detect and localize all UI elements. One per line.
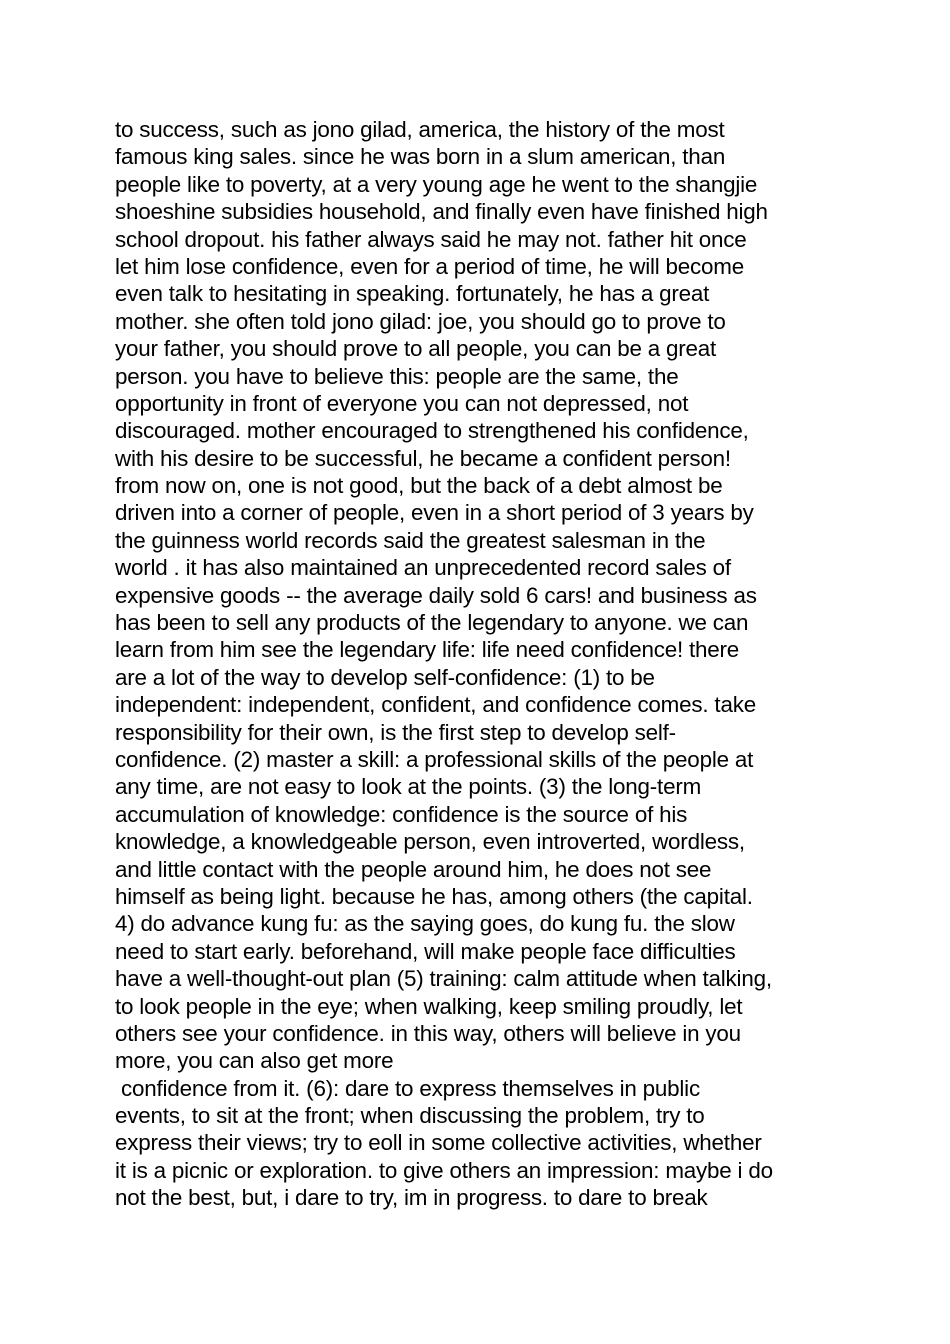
text-line-1: to success, such as jono gilad, america, the history of the most bbox=[115, 117, 725, 142]
text-line-19: has been to sell any products of the legendary to anyone. we can bbox=[115, 610, 749, 636]
text-line-34: others see your confidence. in this way, others will believe in you bbox=[115, 1020, 741, 1046]
text-line-30: 4) do advance kung fu: as the saying goes, do kung fu. the slow bbox=[115, 911, 735, 937]
text-line-25: any time, are not easy to look at the points. (3) the long-term bbox=[115, 774, 702, 800]
text-line-35: more, you can also get more bbox=[115, 1048, 394, 1074]
text-line-7: even talk to hesitating in speaking. fortunately, he has a great bbox=[115, 281, 710, 307]
text-line-10: person. you have to believe this: people are the same, the bbox=[115, 363, 679, 389]
text-line-5: school dropout. his father always said he may not. father hit once bbox=[115, 226, 747, 252]
text-line-26: accumulation of knowledge: confidence is the source of his bbox=[115, 801, 688, 827]
text-line-3: people like to poverty, at a very young age he went to the shangjie bbox=[115, 171, 758, 197]
text-line-33: to look people in the eye; when walking, keep smiling proudly, let bbox=[115, 993, 743, 1019]
text-line-20: learn from him see the legendary life: life need confidence! there bbox=[115, 637, 740, 663]
text-line-36: confidence from it. (6): dare to express themselves in public bbox=[115, 1075, 700, 1101]
text-line-40: not the best, but, i dare to try, im in progress. to dare to break bbox=[115, 1185, 708, 1211]
text-line-23: responsibility for their own, is the first step to develop self- bbox=[115, 719, 676, 745]
text-line-37: events, to sit at the front; when discussing the problem, try to bbox=[115, 1103, 705, 1129]
text-line-31: need to start early. beforehand, will make people face difficulties bbox=[115, 938, 736, 964]
text-line-16: the guinness world records said the greatest salesman in the bbox=[115, 527, 706, 553]
text-line-8: mother. she often told jono gilad: joe, you should go to prove to bbox=[115, 308, 726, 334]
text-line-15: driven into a corner of people, even in a short period of 3 years by bbox=[115, 500, 754, 526]
text-line-32: have a well-thought-out plan (5) training: calm attitude when talking, bbox=[115, 966, 772, 992]
text-line-13: with his desire to be successful, he became a confident person! bbox=[115, 445, 731, 471]
text-line-24: confidence. (2) master a skill: a professional skills of the people at bbox=[115, 746, 754, 772]
text-line-38: express their views; try to eoll in some collective activities, whether bbox=[115, 1130, 762, 1156]
text-line-28: and little contact with the people around him, he does not see bbox=[115, 856, 712, 882]
text-line-6: let him lose confidence, even for a period of time, he will become bbox=[115, 253, 745, 279]
text-line-12: discouraged. mother encouraged to strengthened his confidence, bbox=[115, 418, 749, 444]
text-line-17: world . it has also maintained an unprecedented record sales of bbox=[115, 555, 731, 581]
text-line-29: himself as being light. because he has, among others (the capital. bbox=[115, 883, 753, 909]
text-line-18: expensive goods -- the average daily sold 6 cars! and business as bbox=[115, 582, 757, 608]
text-line-39: it is a picnic or exploration. to give others an impression: maybe i do bbox=[115, 1157, 773, 1183]
text-line-22: independent: independent, confident, and confidence comes. take bbox=[115, 692, 756, 718]
text-line-9: your father, you should prove to all people, you can be a great bbox=[115, 336, 717, 362]
body-text bbox=[115, 116, 855, 1212]
text-line-14: from now on, one is not good, but the back of a debt almost be bbox=[115, 473, 723, 499]
text-line-4: shoeshine subsidies household, and finally even have finished high bbox=[115, 199, 768, 225]
text-line-21: are a lot of the way to develop self-confidence: (1) to be bbox=[115, 664, 655, 690]
text-line-2: famous king sales. since he was born in a slum american, than bbox=[115, 144, 726, 170]
text-line-11: opportunity in front of everyone you can not depressed, not bbox=[115, 390, 689, 416]
text-line-27: knowledge, a knowledgeable person, even introverted, wordless, bbox=[115, 829, 745, 855]
